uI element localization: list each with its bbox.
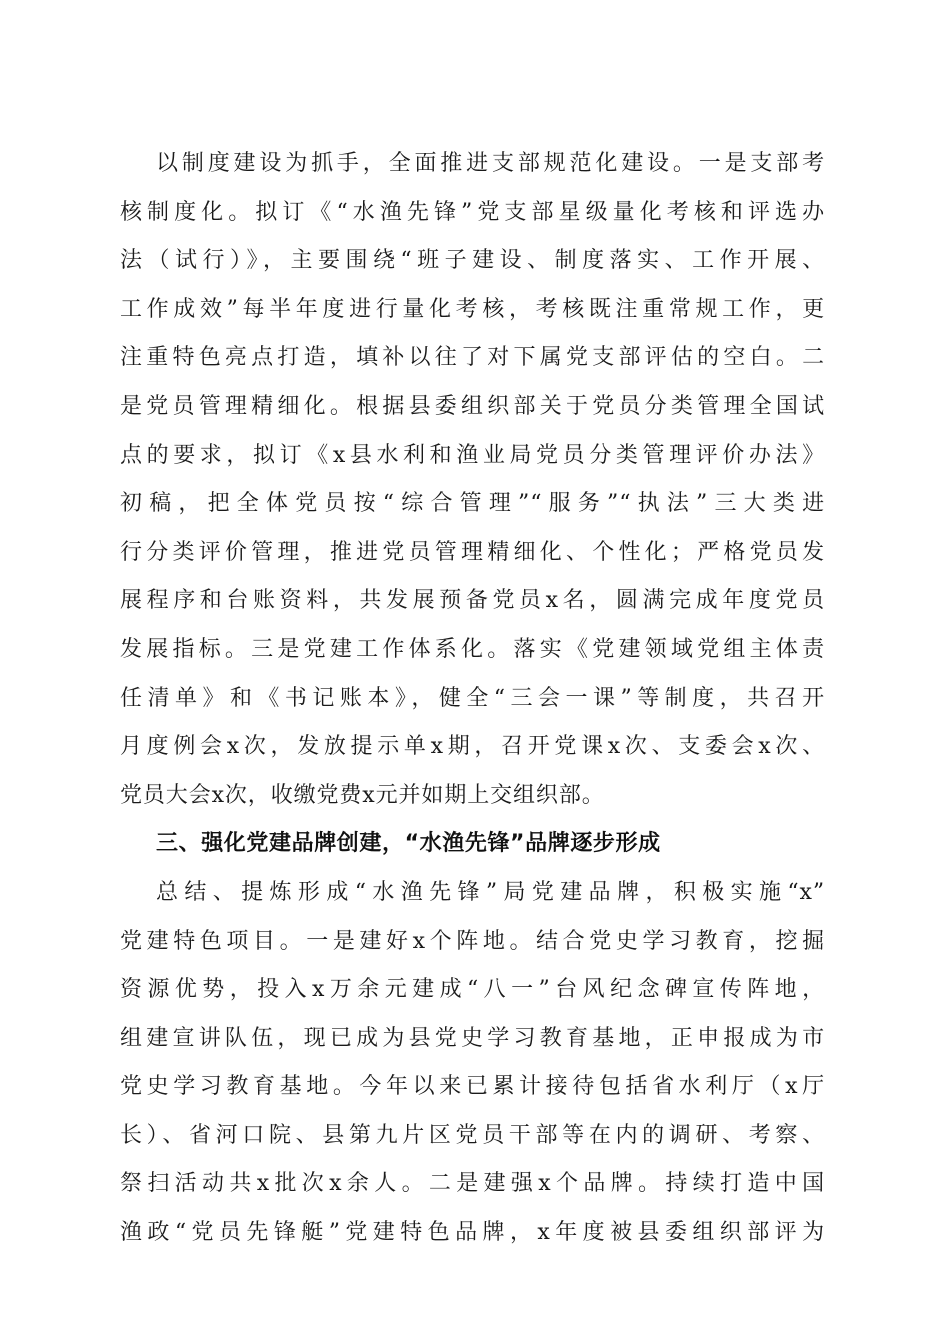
paragraph-line: 资源优势，投入x万余元建成“八一”台风纪念碑宣传阵地， [120, 977, 825, 1003]
paragraph-line: 党员大会x次，收缴党费x元并如期上交组织部。 [120, 782, 605, 808]
paragraph-line: 初稿，把全体党员按“综合管理”“服务”“执法”三大类进 [120, 491, 825, 517]
paragraph-line: 总结、提炼形成“水渔先锋”局党建品牌，积极实施“x” [156, 879, 825, 905]
paragraph-line: 工作成效”每半年度进行量化考核，考核既注重常规工作，更 [120, 296, 825, 322]
paragraph-line: 长）、省河口院、县第九片区党员干部等在内的调研、考察、 [120, 1122, 825, 1148]
paragraph-line: 点的要求，拟订《x县水利和渔业局党员分类管理评价办法》 [120, 442, 825, 468]
paragraph-line: 祭扫活动共x批次x余人。二是建强x个品牌。持续打造中国 [120, 1171, 825, 1197]
paragraph-line: 是党员管理精细化。根据县委组织部关于党员分类管理全国试 [120, 393, 825, 419]
document-body [120, 140, 825, 1258]
paragraph-line: 月度例会x次，发放提示单x期，召开党课x次、支委会x次、 [120, 734, 825, 760]
paragraph-line: 核制度化。拟订《“水渔先锋”党支部星级量化考核和评选办 [120, 199, 825, 225]
paragraph-line: 任清单》和《书记账本》，健全“三会一课”等制度，共召开 [120, 685, 825, 711]
paragraph-institution-building [120, 140, 825, 820]
paragraph-line: 法（试行）》，主要围绕“班子建设、制度落实、工作开展、 [120, 248, 825, 274]
paragraph-line: 行分类评价管理，推进党员管理精细化、个性化；严格党员发 [120, 539, 825, 565]
paragraph-line: 党建特色项目。一是建好x个阵地。结合党史学习教育，挖掘 [120, 928, 825, 954]
paragraph-line: 展程序和台账资料，共发展预备党员x名，圆满完成年度党员 [120, 588, 825, 614]
paragraph-line: 组建宣讲队伍，现已成为县党史学习教育基地，正申报成为市 [120, 1025, 825, 1051]
paragraph-line: 党史学习教育基地。今年以来已累计接待包括省水利厅（x厅 [120, 1074, 825, 1100]
section-heading: 三、强化党建品牌创建，“水渔先锋”品牌逐步形成 [156, 831, 661, 857]
paragraph-line: 发展指标。三是党建工作体系化。落实《党建领域党组主体责 [120, 636, 825, 662]
paragraph-brand-building [120, 869, 825, 1258]
paragraph-line: 以制度建设为抓手，全面推进支部规范化建设。一是支部考 [156, 151, 825, 176]
paragraph-line: 渔政“党员先锋艇”党建特色品牌，x年度被县委组织部评为 [120, 1220, 825, 1246]
paragraph-line: 注重特色亮点打造，填补以往了对下属党支部评估的空白。二 [120, 345, 825, 371]
